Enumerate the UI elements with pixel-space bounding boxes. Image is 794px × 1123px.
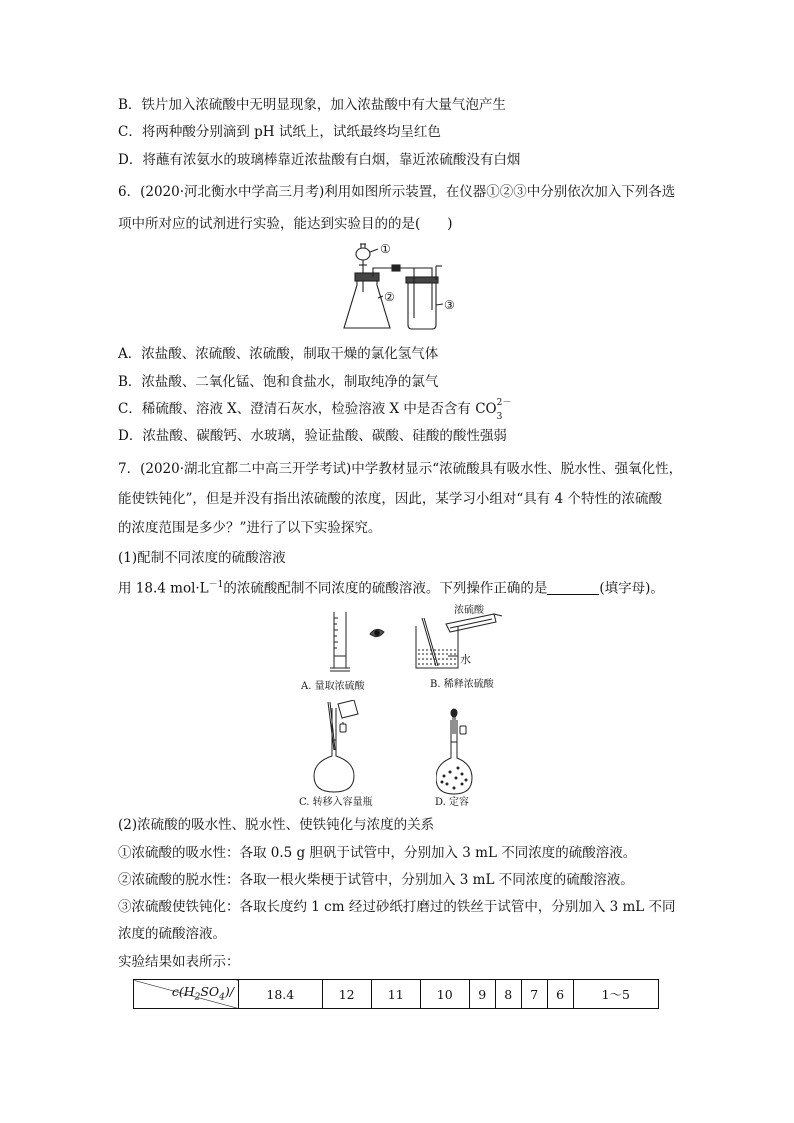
q7-part1-question: 用 18.4 $mol\cdot L^{-1}$的浓硫酸配制不同浓度的硫酸溶液。下列操作正确的是 (填字母)。 (118, 580, 664, 597)
results-table (133, 979, 659, 1009)
q6-option-d: D．浓盐酸、碳酸钙、水玻璃，验证盐酸、碳酸、硅酸的酸性强弱 (118, 428, 507, 444)
q7-stem-line2: 能使铁钝化”，但是并没有指出浓硫酸的浓度，因此，某学习小组对“具有 4 个特性的浓硫酸 (118, 491, 662, 507)
caption-b: B. 稀释浓硫酸 (430, 679, 494, 690)
q6-option-b: B．浓盐酸、二氧化锰、饱和食盐水，制取纯净的氯气 (118, 374, 439, 390)
q6-stem-line2: 项中所对应的试剂进行实验，能达到实验目的的是( ) (118, 216, 453, 232)
table-cell: 6 (547, 980, 573, 1009)
q7-part2-title: (2)浓硫酸的吸水性、脱水性、使铁钝化与浓度的关系 (118, 817, 435, 833)
label-conc-acid: 浓硫酸 (454, 605, 484, 616)
table-row (134, 980, 659, 1009)
q7-part1-title: (1)配制不同浓度的硫酸溶液 (118, 550, 286, 566)
table-cell: 9 (469, 980, 495, 1009)
table-cell: 18.4 (239, 980, 323, 1009)
label-water: 水 (460, 653, 471, 666)
co3-subscript: 3 (496, 412, 503, 422)
q5-option-c: C．将两种酸分别滴到 pH 试纸上，试纸最终均呈红色 (118, 124, 441, 140)
q7-item-1: ①浓硫酸的吸水性：各取 0.5 g 胆矾于试管中，分别加入 3 mL 不同浓度的硫酸溶液。 (118, 845, 637, 861)
gas-apparatus-figure (338, 240, 468, 336)
caption-a: A. 量取浓硫酸 (301, 681, 365, 692)
table-cell: 7 (521, 980, 547, 1009)
q6-option-c: C．稀硫酸、溶液 X、澄清石灰水，检验溶液 X 中是否含有 CO 2－ 3 (118, 399, 511, 419)
table-cell: 1～5 (573, 980, 658, 1009)
q7-item-2: ②浓硫酸的脱水性：各取一根火柴梗于试管中，分别加入 3 mL 不同浓度的硫酸溶液。 (118, 872, 634, 888)
table-cell: 12 (322, 980, 371, 1009)
q6-option-a: A．浓盐酸、浓硫酸、浓硫酸，制取干燥的氯化氢气体 (118, 346, 439, 362)
table-header-label: $c(H_2SO_4)/$ (171, 984, 234, 1003)
figure-a-measuring (326, 608, 396, 680)
label-2: ② (384, 290, 395, 304)
q6-stem-line1: 6．(2020·河北衡水中学高三月考)利用如图所示装置，在仪器①②③中分别依次加入下列各选 (118, 184, 676, 200)
table-cell: 11 (371, 980, 420, 1009)
q7-stem-line1: 7．(2020·湖北宜都二中高三开学考试)中学教材显示“浓硫酸具有吸水性、脱水性、强氧化性， (118, 461, 683, 477)
table-header-cell (134, 980, 239, 1009)
table-cell: 10 (420, 980, 469, 1009)
co3-charge: 2－ (496, 398, 512, 408)
q7-result-intro: 实验结果如表所示： (118, 954, 240, 970)
caption-c: C. 转移入容量瓶 (299, 797, 373, 808)
q7-item-3-line2: 浓度的硫酸溶液。 (118, 926, 226, 942)
table-cell: 8 (495, 980, 521, 1009)
label-1: ① (380, 242, 391, 256)
figure-c-transfer (312, 700, 372, 796)
q7-item-3-line1: ③浓硫酸使铁钝化：各取长度约 1 cm 经过砂纸打磨过的铁丝于试管中，分别加入 3 mL 不同 (118, 899, 676, 915)
q5-option-b: B．铁片加入浓硫酸中无明显现象，加入浓盐酸中有大量气泡产生 (118, 97, 506, 113)
label-3: ③ (444, 298, 455, 312)
caption-d: D. 定容 (435, 797, 470, 808)
q7-stem-line3: 的浓度范围是多少？”进行了以下实验探究。 (118, 520, 382, 536)
figure-d-making-volume (436, 708, 480, 796)
q5-option-d: D．将蘸有浓氨水的玻璃棒靠近浓盐酸有白烟，靠近浓硫酸没有白烟 (118, 152, 521, 168)
answer-blank[interactable] (547, 580, 599, 595)
